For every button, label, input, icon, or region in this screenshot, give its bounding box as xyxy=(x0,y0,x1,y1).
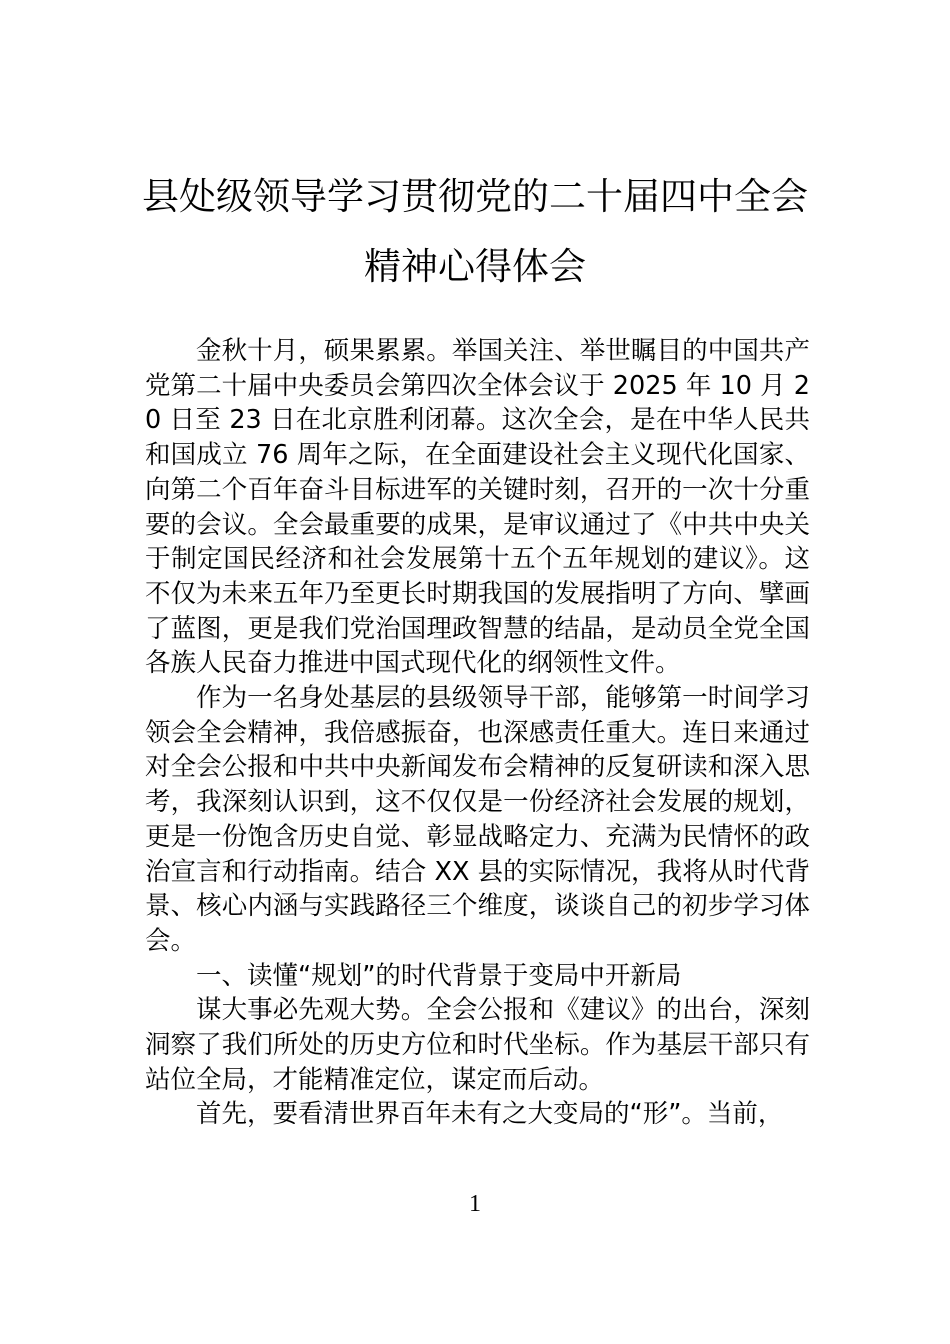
paragraph-2: 作为一名身处基层的县级领导干部，能够第一时间学习领会全会精神，我倍感振奋，也深感责任重大。连日来通过对全会公报和中共中央新闻发布会精神的反复研读和深入思考，我深刻认识到，这不仅仅是一份经济社会发展的规划，更是一份饱含历史自觉、彰显战略定力、充满为民情怀的政治宣言和行动指南。结合 XX 县的实际情况，我将从时代背景、核心内涵与实践路径三个维度，谈谈自己的初步学习体会。 xyxy=(145,683,810,956)
document-body xyxy=(145,334,810,1132)
paragraph-1: 金秋十月，硕果累累。举国关注、举世瞩目的中国共产党第二十届中央委员会第四次全体会议于 2025 年 10 月 20 日至 23 日在北京胜利闭幕。这次全会，是在中华人民共和国成立 76 周年之际，在全面建设社会主义现代化国家、向第二个百年奋斗目标进军的关键时刻，召开的一次十分重要的会议。全会最重要的成果，是审议通过了《中共中央关于制定国民经济和社会发展第十五个五年规划的建议》。这不仅为未来五年乃至更长时期我国的发展指明了方向、擘画了蓝图，更是我们党治国理政智慧的结晶，是动员全党全国各族人民奋力推进中国式现代化的纲领性文件。 xyxy=(145,336,810,679)
page-number: 1 xyxy=(469,1191,481,1217)
paragraph-4: 首先，要看清世界百年未有之大变局的“形”。当前， xyxy=(196,1099,784,1130)
document-title-line-1: 县处级领导学习贯彻党的二十届四中全会 xyxy=(142,175,808,218)
paragraph-3: 谋大事必先观大势。全会公报和《建议》的出台，深刻洞察了我们所处的历史方位和时代坐标。作为基层干部只有站位全局，才能精准定位，谋定而后动。 xyxy=(145,995,810,1095)
section-heading-1: 一、读懂“规划”的时代背景于变局中开新局 xyxy=(196,960,682,991)
document-title-line-2: 精神心得体会 xyxy=(364,245,586,288)
